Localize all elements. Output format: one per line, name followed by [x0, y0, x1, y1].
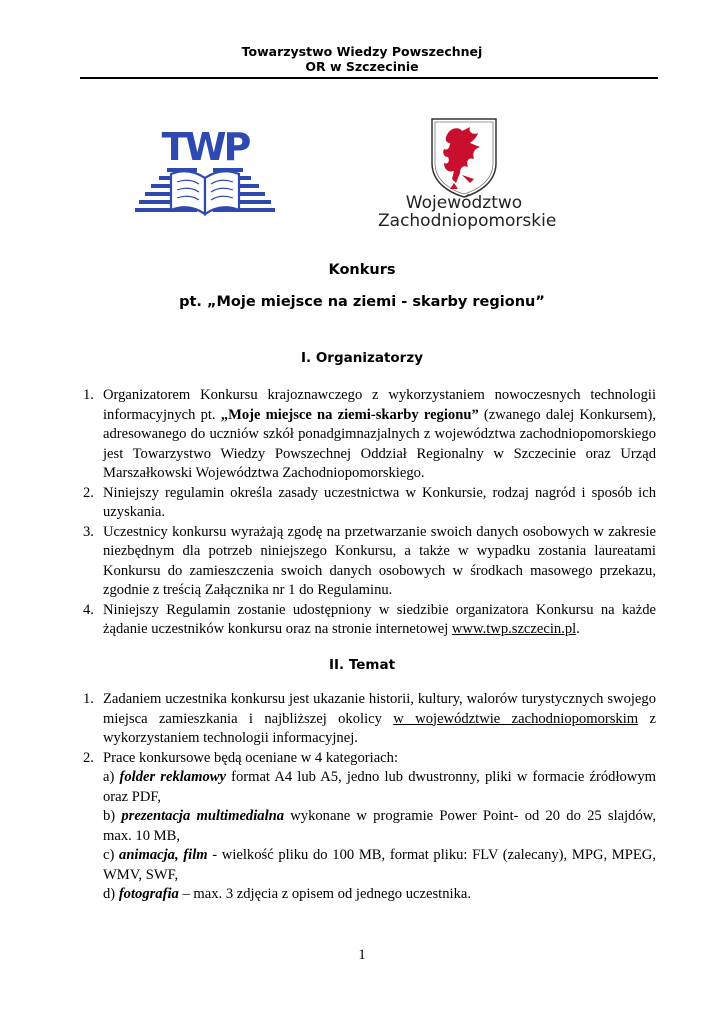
- list-text: Prace konkursowe będą oceniane w 4 kategoriach:: [103, 749, 398, 766]
- page-header: [0, 44, 724, 74]
- region-underlined: w województwie zachodniopomorskim: [393, 710, 639, 727]
- list-item: [83, 523, 656, 601]
- list-text: (zwanego dalej Konkursem), adresowanego do uczniów szkół ponadgimnazjalnych z województwa zachodniopomorskiego jest Towarzystwo Wiedzy Powszechnej Oddział Regionalny w Szczecinie oraz Urząd Marszałkowski Województwa Zachodniopomorskiego.: [103, 406, 656, 481]
- list-text: Niniejszy Regulamin zostanie udostępniony w siedzibie organizatora Konkursu na każde żądanie uczestników konkursu oraz na stronie internetowej: [103, 601, 656, 637]
- list-item: [83, 749, 656, 905]
- list-item: [83, 386, 656, 484]
- voivodeship-line-2: Zachodniopomorskie: [378, 211, 557, 231]
- voivodeship-name: [378, 193, 557, 231]
- list-item: [83, 690, 656, 749]
- category-item: [103, 768, 656, 807]
- category-text: - wielkość pliku do 100 MB, format pliku: FLV (zalecany), MPG, MPEG, WMV, SWF,: [103, 847, 656, 883]
- category-label: b): [103, 808, 122, 824]
- list-number: 4.: [83, 601, 94, 618]
- category-text: format A4 lub A5, jedno lub dwustronny, pliki w formacie źródłowym oraz PDF,: [103, 769, 656, 805]
- list-text: Niniejszy regulamin określa zasady uczestnictwa w Konkursie, rodzaj nagród i sposób ich uzyskania.: [103, 484, 656, 520]
- category-text: – max. 3 zdjęcia z opisem od jednego uczestnika.: [178, 886, 471, 902]
- list-item: [83, 484, 656, 523]
- document-title: Konkurs: [328, 262, 396, 278]
- header-line-2: OR w Szczecinie: [305, 59, 419, 74]
- list-number: 3.: [83, 523, 94, 540]
- list-item: [83, 601, 656, 640]
- category-label: c): [103, 847, 120, 863]
- list-number: 2.: [83, 749, 94, 766]
- section-2-list: [83, 690, 656, 905]
- list-number: 1.: [83, 387, 94, 403]
- category-label: a): [103, 769, 120, 785]
- category-name: prezentacja multimedialna: [121, 808, 285, 824]
- voivodeship-line-1: Województwo: [405, 193, 523, 213]
- category-item: [103, 846, 656, 885]
- list-number: 2.: [83, 484, 94, 501]
- list-text: .: [576, 621, 580, 637]
- list-number: 1.: [83, 691, 94, 707]
- header-line-1: Towarzystwo Wiedzy Powszechnej: [241, 44, 483, 59]
- category-label: d): [103, 886, 119, 902]
- category-text: wykonane w programie Power Point- od 20 do 25 slajdów, max. 10 MB,: [103, 808, 656, 844]
- section-1-heading: I. Organizatorzy: [300, 350, 423, 366]
- document-subtitle: pt. „Moje miejsce na ziemi - skarby regionu”: [179, 294, 545, 310]
- list-text: Zadaniem uczestnika konkursu jest ukazanie historii, kultury, walorów turystycznych swojego miejsca zamieszkania i najbliższej okolicy: [103, 691, 656, 727]
- category-item: [103, 885, 656, 905]
- list-text: Organizatorem Konkursu krajoznawczego z wykorzystaniem nowoczesnych technologii informacyjnych pt.: [103, 387, 656, 423]
- twp-logo-text: TWP: [161, 125, 249, 169]
- section-1-list: [83, 386, 656, 640]
- section-2-heading: II. Temat: [328, 657, 396, 673]
- list-text: z wykorzystaniem technologii informacyjnej.: [103, 710, 656, 746]
- category-name: folder reklamowy: [119, 769, 226, 785]
- category-name: animacja, film: [119, 847, 208, 863]
- website-link[interactable]: www.twp.szczecin.pl: [451, 621, 577, 637]
- page-number: 1: [358, 947, 366, 963]
- category-name: fotografia: [118, 886, 179, 902]
- competition-name: „Moje miejsce na ziemi-skarby regionu”: [220, 406, 479, 423]
- header-rule: [80, 77, 658, 79]
- category-item: [103, 807, 656, 846]
- twp-logo: [135, 122, 275, 218]
- list-text: Uczestnicy konkursu wyrażają zgodę na przetwarzanie swoich danych osobowych w zakresie niezbędnym dla potrzeb niniejszego Konkursu, a także w wypadku zostania laureatami Konkursu do zamieszczenia swoich danych osobowych w środkach masowego przekazu, zgodnie z treścią Załącznika nr 1 do Regulaminu.: [103, 523, 656, 598]
